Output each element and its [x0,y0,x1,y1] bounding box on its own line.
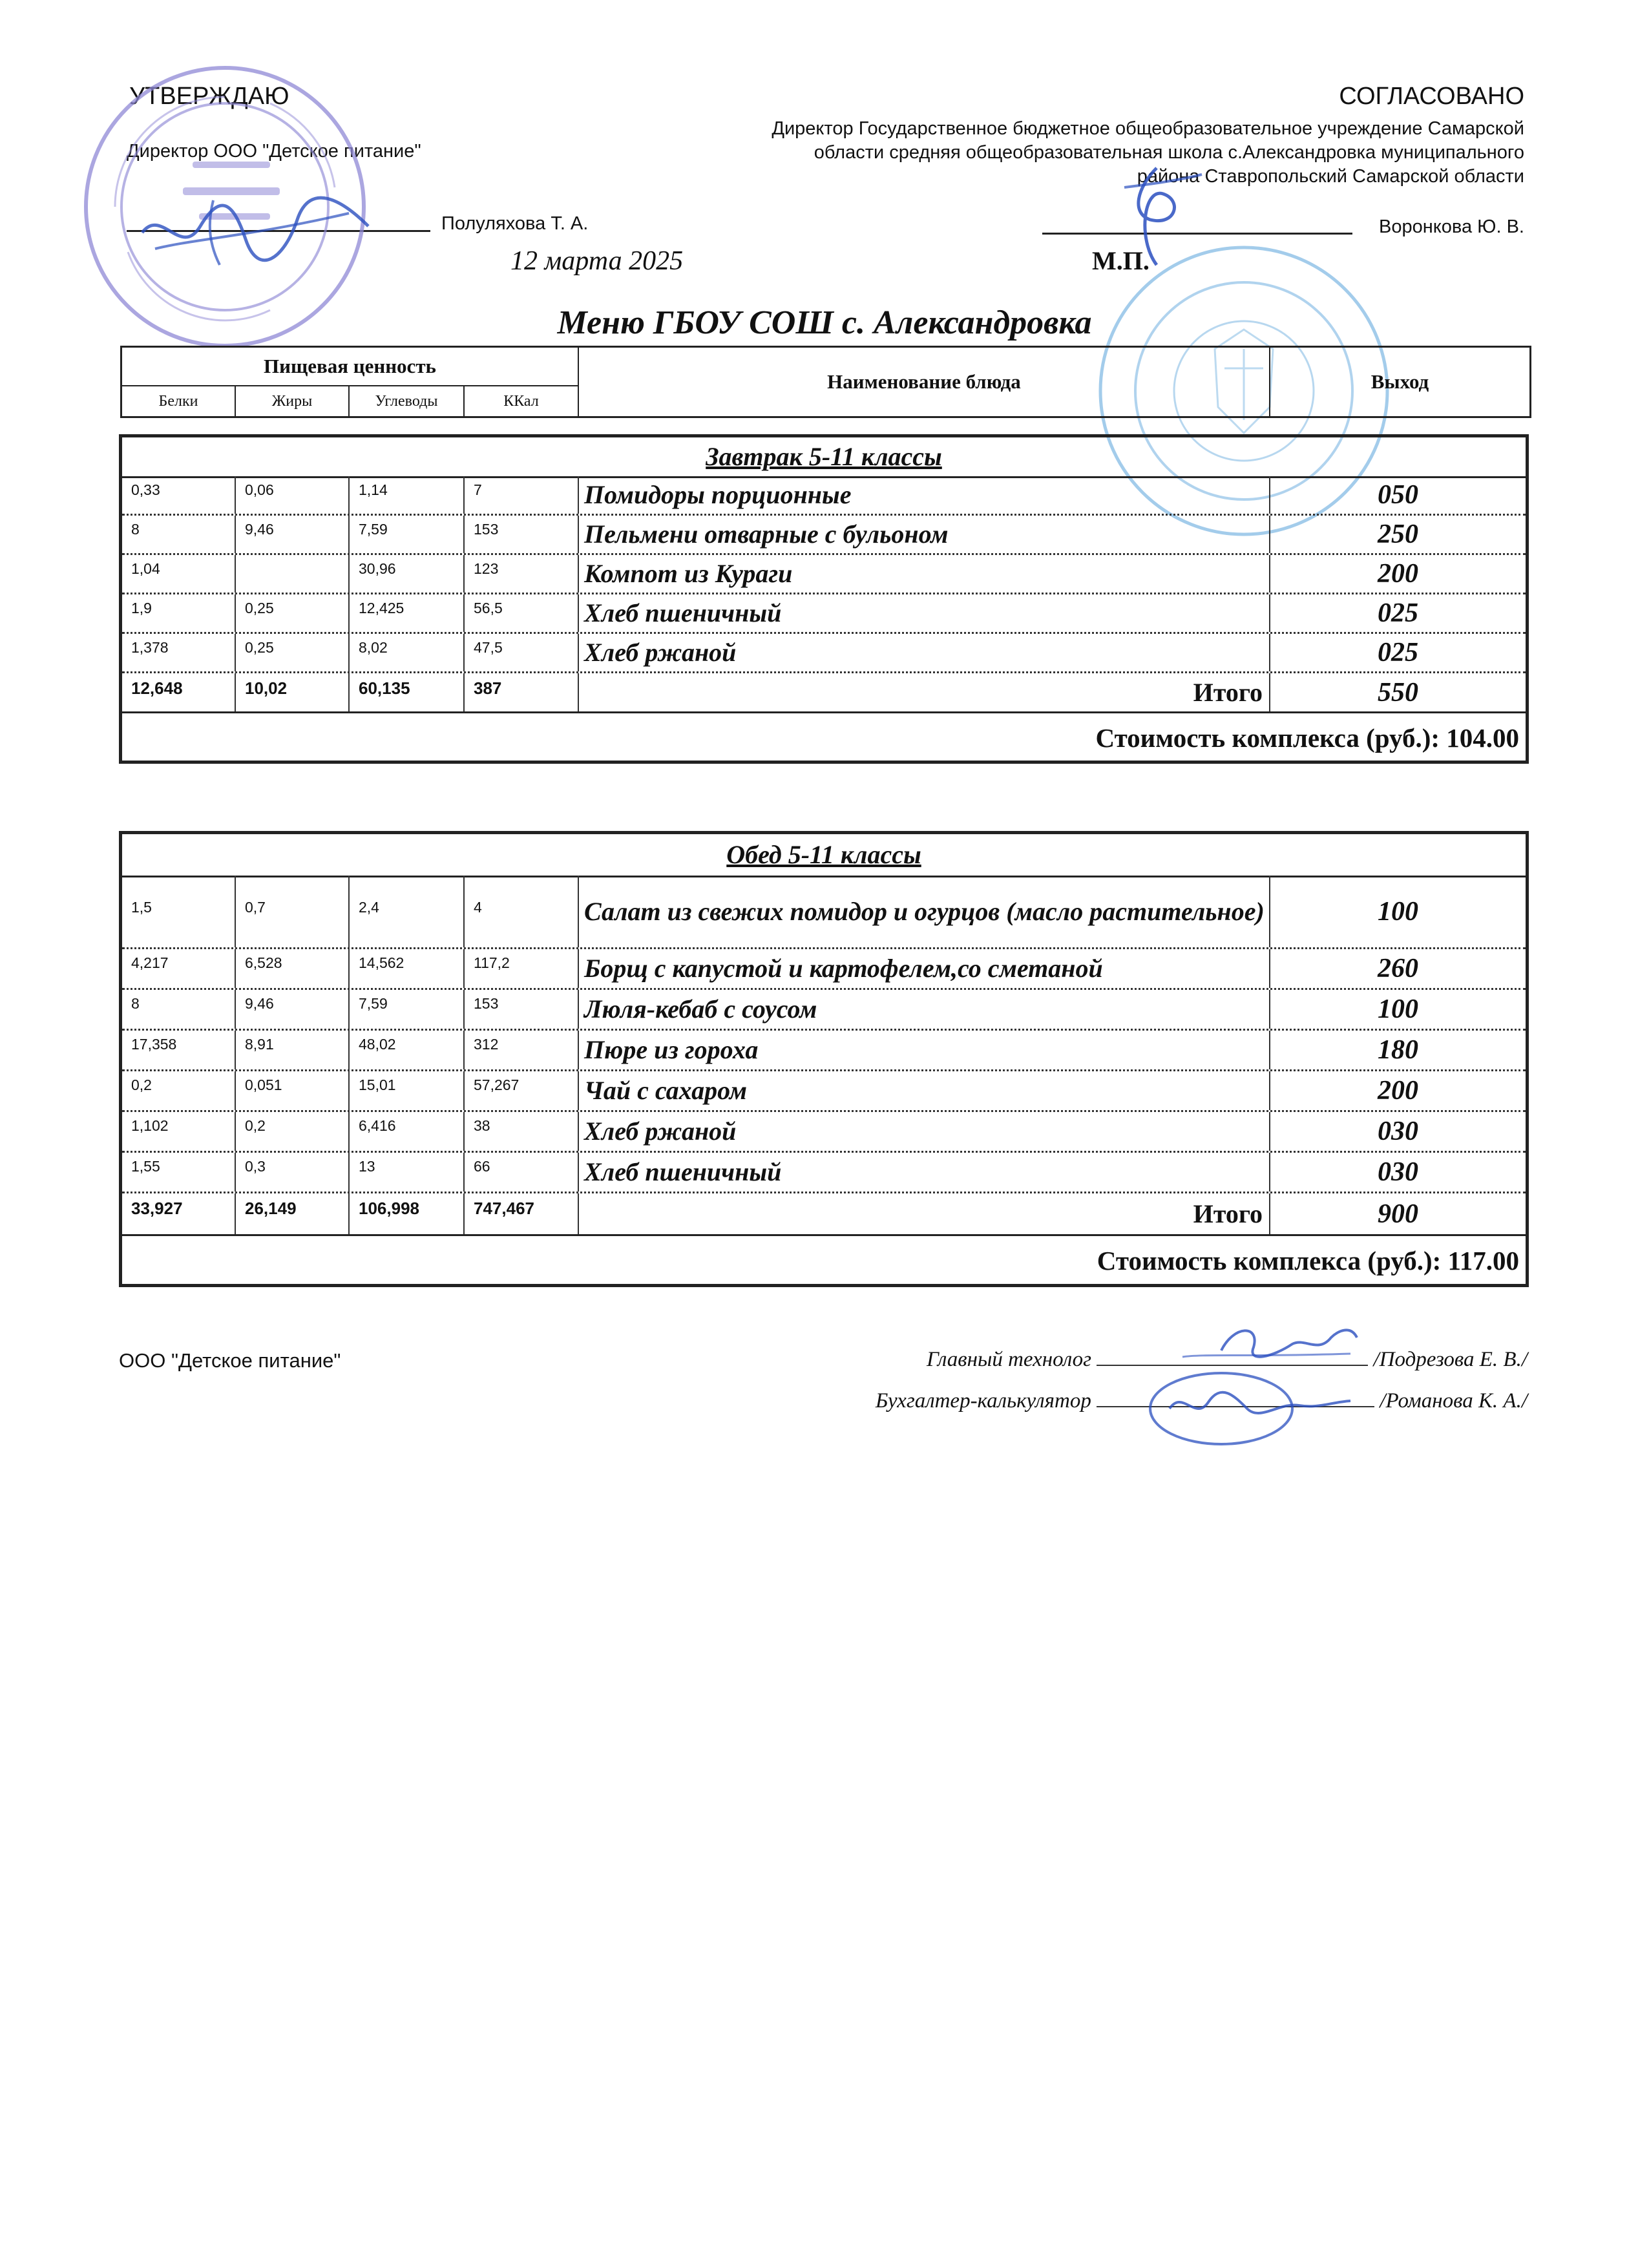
table-row [122,1071,1526,1112]
dish-yield: 250 [1378,520,1418,549]
dish-yield: 100 [1378,896,1418,927]
dish-yield: 260 [1378,954,1418,983]
breakfast-cost: Стоимость комплекса (руб.): 104.00 [1095,723,1519,753]
table-row [122,555,1526,594]
kcal-value: 7 [465,476,579,514]
carbs-value: 7,59 [350,990,465,1029]
dish-yield: 030 [1378,1157,1418,1187]
carbs-value: 13 [350,1153,465,1192]
protein-value: 1,102 [122,1112,236,1151]
kcal-value: 117,2 [465,949,579,988]
total-yield: 550 [1378,677,1418,708]
dish-name: Хлеб пшеничный [579,1153,1270,1192]
total-label: Итого [579,1193,1270,1234]
col-nutrition-group: Пищевая ценность [122,348,579,386]
kcal-value: 312 [465,1031,579,1069]
fat-value: 9,46 [236,516,350,553]
carbs-value: 1,14 [350,476,465,514]
col-protein: Белки [122,386,236,416]
protein-value: 1,04 [122,555,236,593]
dish-yield: 100 [1378,994,1418,1024]
fat-value: 0,25 [236,634,350,671]
fat-value: 8,91 [236,1031,350,1069]
col-kcal: ККал [465,386,579,416]
total-row [122,1193,1526,1236]
accountant-name: /Романова К. А./ [1380,1389,1528,1412]
dish-yield: 025 [1378,598,1418,628]
agree-position-line-1: Директор Государственное бюджетное общеобразовательное учреждение Самарской [772,118,1524,139]
carbs-value: 14,562 [350,949,465,988]
fat-value [236,555,350,593]
table-row [122,990,1526,1031]
col-dish-name: Наименование блюда [579,348,1270,416]
protein-value: 0,33 [122,476,236,514]
kcal-value: 4 [465,876,579,947]
kcal-value: 38 [465,1112,579,1151]
carbs-value: 30,96 [350,555,465,593]
table-row [122,634,1526,673]
dish-name: Чай с сахаром [579,1071,1270,1110]
table-row [122,949,1526,990]
total-yield: 900 [1378,1199,1418,1229]
protein-value: 1,5 [122,876,236,947]
agree-position-line-2: области средняя общеобразовательная школа с.Александровка муниципального [814,142,1524,163]
protein-total: 12,648 [122,673,236,711]
dish-name: Борщ с капустой и картофелем,со сметаной [579,949,1270,988]
dish-name: Люля-кебаб с соусом [579,990,1270,1029]
col-yield: Выход [1371,370,1429,393]
column-header [120,346,1531,418]
fat-value: 0,051 [236,1071,350,1110]
kcal-total: 387 [465,673,579,711]
dish-name: Хлеб пшеничный [579,594,1270,632]
agree-position-line-3: района Ставропольский Самарской области [1137,166,1524,187]
dish-name: Помидоры порционные [579,476,1270,514]
kcal-value: 153 [465,990,579,1029]
approve-heading: УТВЕРЖДАЮ [129,83,289,110]
dish-yield: 180 [1378,1035,1418,1065]
kcal-value: 47,5 [465,634,579,671]
carbs-total: 106,998 [350,1193,465,1234]
dish-yield: 030 [1378,1117,1418,1146]
agree-signature [1111,162,1208,271]
total-label: Итого [579,673,1270,711]
protein-value: 1,378 [122,634,236,671]
protein-value: 8 [122,516,236,553]
approve-position: Директор ООО "Детское питание" [127,141,421,162]
fat-value: 0,06 [236,476,350,514]
dish-name: Хлеб ржаной [579,634,1270,671]
breakfast-section [119,434,1529,764]
dish-name: Компот из Кураги [579,555,1270,593]
lunch-cost: Стоимость комплекса (руб.): 117.00 [1097,1246,1519,1276]
dish-name: Пюре из гороха [579,1031,1270,1069]
dish-name: Хлеб ржаной [579,1112,1270,1151]
footer-signatures [1124,1318,1396,1447]
dish-yield: 050 [1378,480,1418,510]
col-carbs: Углеводы [350,386,465,416]
protein-value: 1,9 [122,594,236,632]
table-row [122,1031,1526,1071]
kcal-value: 123 [465,555,579,593]
tech-role: Главный технолог [926,1348,1091,1371]
kcal-value: 56,5 [465,594,579,632]
carbs-value: 48,02 [350,1031,465,1069]
dish-yield: 200 [1378,559,1418,589]
dish-name: Пельмени отварные с бульоном [579,516,1270,553]
fat-value: 9,46 [236,990,350,1029]
table-row [122,516,1526,555]
carbs-value: 12,425 [350,594,465,632]
table-row [122,1153,1526,1193]
kcal-value: 153 [465,516,579,553]
table-row [122,1112,1526,1153]
lunch-title: Обед 5-11 классы [122,834,1526,877]
col-fat: Жиры [236,386,350,416]
table-row [122,876,1526,949]
fat-total: 10,02 [236,673,350,711]
protein-total: 33,927 [122,1193,236,1234]
agree-heading: СОГЛАСОВАНО [1339,83,1524,110]
protein-value: 8 [122,990,236,1029]
accountant-role: Бухгалтер-калькулятор [875,1389,1091,1412]
agree-signer: Воронкова Ю. В. [1379,216,1524,237]
fat-value: 0,3 [236,1153,350,1192]
kcal-value: 57,267 [465,1071,579,1110]
carbs-value: 15,01 [350,1071,465,1110]
approve-signer: Полуляхова Т. А. [441,213,589,234]
carbs-total: 60,135 [350,673,465,711]
protein-value: 17,358 [122,1031,236,1069]
table-row [122,594,1526,634]
carbs-value: 2,4 [350,876,465,947]
approve-date: 12 марта 2025 [510,246,684,276]
fat-value: 0,2 [236,1112,350,1151]
kcal-value: 66 [465,1153,579,1192]
carbs-value: 6,416 [350,1112,465,1151]
seal-mark: М.П. [1092,246,1150,275]
dish-name: Салат из свежих помидор и огурцов (масло растительное) [579,876,1270,947]
footer-company: ООО "Детское питание" [119,1349,341,1372]
kcal-total: 747,467 [465,1193,579,1234]
fat-value: 0,25 [236,594,350,632]
tech-name: /Подрезова Е. В./ [1373,1348,1528,1371]
protein-value: 0,2 [122,1071,236,1110]
dish-yield: 200 [1378,1076,1418,1106]
page-title: Меню ГБОУ СОШ с. Александровка [557,304,1092,341]
fat-value: 0,7 [236,876,350,947]
fat-total: 26,149 [236,1193,350,1234]
approve-signature [136,187,375,271]
carbs-value: 8,02 [350,634,465,671]
carbs-value: 7,59 [350,516,465,553]
fat-value: 6,528 [236,949,350,988]
table-row [122,476,1526,516]
protein-value: 4,217 [122,949,236,988]
dish-yield: 025 [1378,638,1418,667]
total-row [122,673,1526,713]
protein-value: 1,55 [122,1153,236,1192]
lunch-section [119,831,1529,1287]
breakfast-title: Завтрак 5-11 классы [122,437,1526,478]
